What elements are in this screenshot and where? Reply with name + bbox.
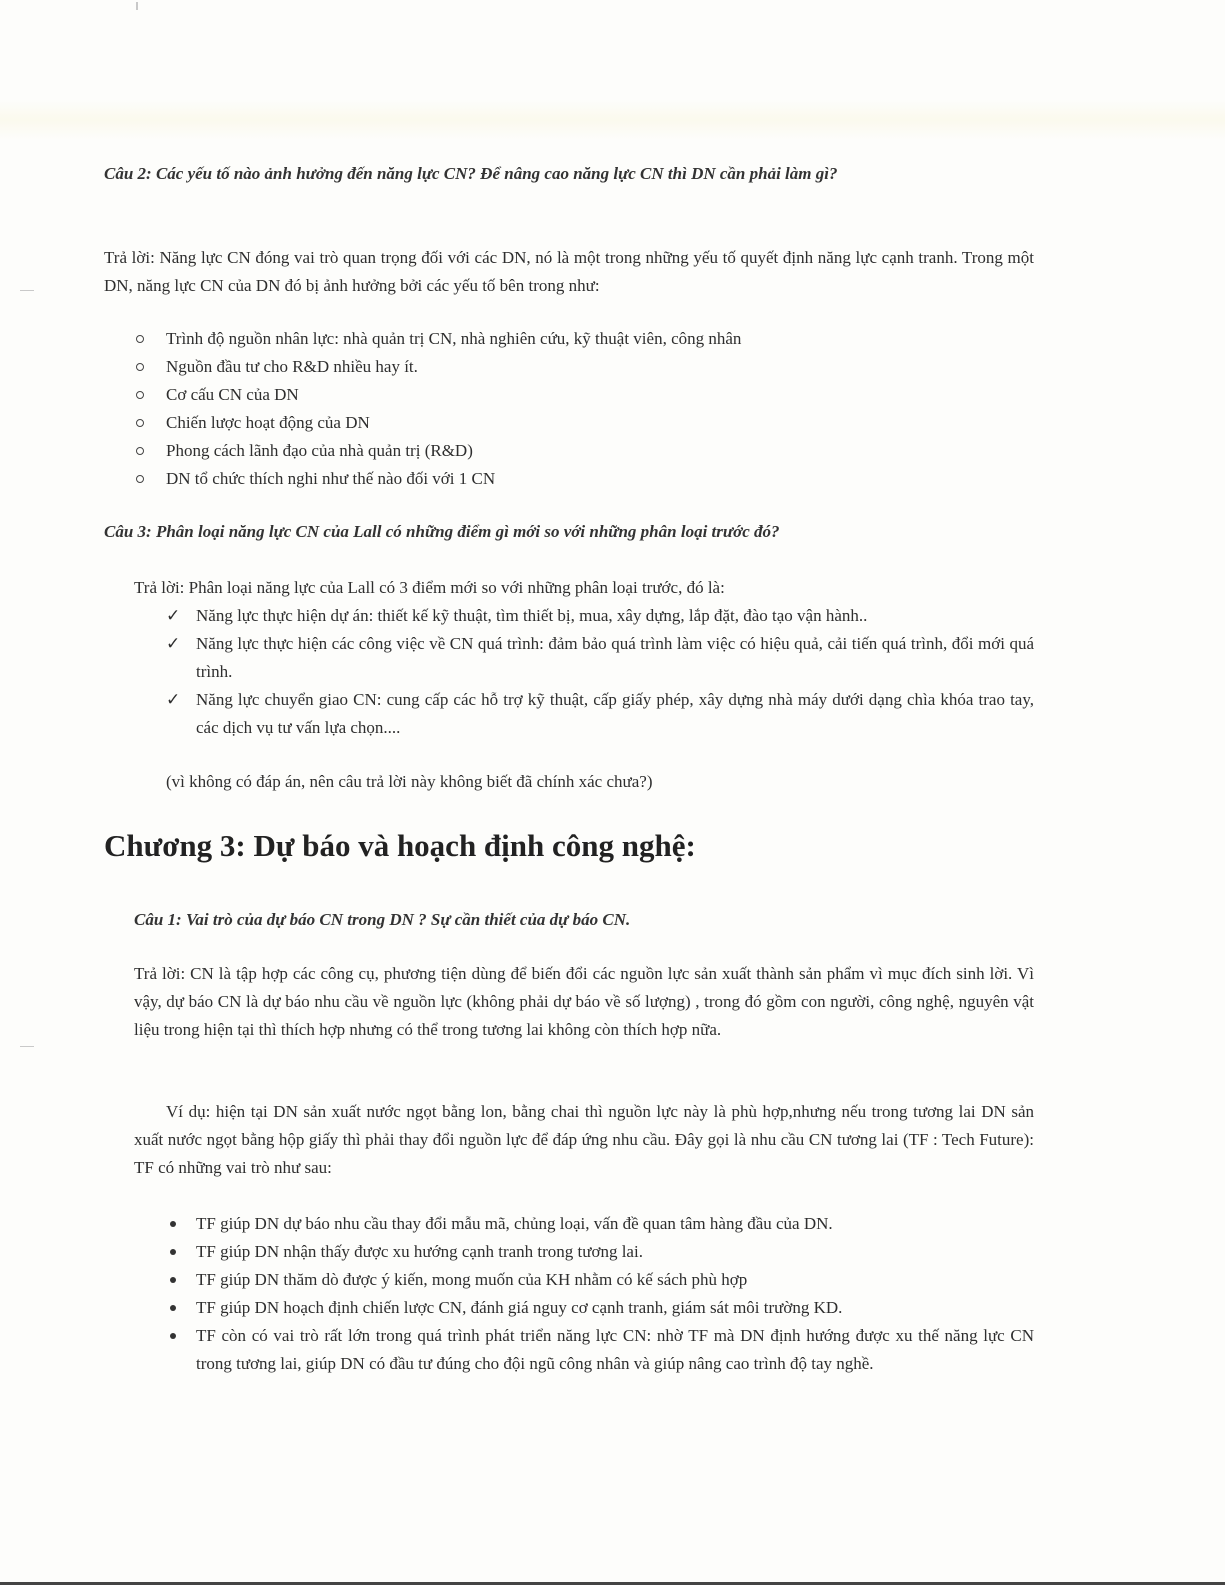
scan-tint — [0, 100, 1225, 140]
chapter-3-question-1-title: Câu 1: Vai trò của dự báo CN trong DN ? Sự cần thiết của dự báo CN. — [134, 910, 631, 929]
bullet-icon — [170, 1277, 176, 1283]
scan-edge-mark — [20, 1046, 34, 1047]
chapter-3-example: Ví dụ: hiện tại DN sản xuất nước ngọt bằng lon, bằng chai thì nguồn lực này là phù hợp,nhưng nếu trong tương lai DN sản xuất nước ngọt bằng hộp giấy thì phải thay đổi nguồn lực để đáp ứng nhu cầu. Đây gọi là nhu cầu CN tương lai (TF : Tech Future): TF có những vai trò như sau: — [134, 1102, 1034, 1177]
list-item: TF giúp DN nhận thấy được xu hướng cạnh tranh trong tương lai. — [164, 1238, 1034, 1266]
question-2-answer: Trả lời: Năng lực CN đóng vai trò quan trọng đối với các DN, nó là một trong những yếu tố quyết định năng lực cạnh tranh. Trong một DN, năng lực CN của DN đó bị ảnh hưởng bởi các yếu tố bên trong như: — [104, 248, 1034, 295]
list-item: Cơ cấu CN của DN — [134, 381, 1014, 409]
scan-edge-mark — [20, 290, 34, 291]
chapter-3-heading: Chương 3: Dự báo và hoạch định công nghệ: — [104, 828, 696, 863]
list-item: DN tổ chức thích nghi như thế nào đối với 1 CN — [134, 465, 1014, 493]
list-item: ✓ Năng lực chuyển giao CN: cung cấp các hỗ trợ kỹ thuật, cấp giấy phép, xây dựng nhà máy dưới dạng chìa khóa trao tay, các dịch vụ tư vấn lựa chọn.... — [166, 686, 1034, 742]
list-item: TF giúp DN thăm dò được ý kiến, mong muốn của KH nhằm có kế sách phù hợp — [164, 1266, 1034, 1294]
lall-points-list — [166, 602, 1034, 742]
tf-roles-list — [164, 1210, 1034, 1378]
checkmark-icon: ✓ — [166, 634, 181, 654]
circle-bullet-icon — [136, 475, 144, 483]
circle-bullet-icon — [136, 363, 144, 371]
circle-bullet-icon — [136, 447, 144, 455]
list-item: TF giúp DN dự báo nhu cầu thay đổi mẫu mã, chủng loại, vấn đề quan tâm hàng đầu của DN. — [164, 1210, 1034, 1238]
bullet-icon — [170, 1221, 176, 1227]
list-item: ✓ Năng lực thực hiện các công việc về CN quá trình: đảm bảo quá trình làm việc có hiệu quả, cải tiến quá trình, đổi mới quá trình. — [166, 630, 1034, 686]
list-item: TF còn có vai trò rất lớn trong quá trình phát triển năng lực CN: nhờ TF mà DN định hướng được xu thế năng lực CN trong tương lai, giúp DN có đầu tư đúng cho đội ngũ công nhân và giúp nâng cao trình độ tay nghề. — [164, 1322, 1034, 1378]
question-3-note: (vì không có đáp án, nên câu trả lời này không biết đã chính xác chưa?) — [166, 772, 653, 791]
list-item: ✓ Năng lực thực hiện dự án: thiết kế kỹ thuật, tìm thiết bị, mua, xây dựng, lắp đặt, đào tạo vận hành.. — [166, 602, 1034, 630]
question-2-title: Câu 2: Các yếu tố nào ảnh hưởng đến năng lực CN? Để nâng cao năng lực CN thì DN cần phải làm gì? — [104, 164, 838, 183]
circle-bullet-icon — [136, 335, 144, 343]
bullet-icon — [170, 1305, 176, 1311]
circle-bullet-icon — [136, 419, 144, 427]
checkmark-icon: ✓ — [166, 690, 181, 710]
list-item: Chiến lược hoạt động của DN — [134, 409, 1014, 437]
list-item: Phong cách lãnh đạo của nhà quản trị (R&D) — [134, 437, 1014, 465]
list-item: TF giúp DN hoạch định chiến lược CN, đánh giá nguy cơ cạnh tranh, giám sát môi trường KD. — [164, 1294, 1034, 1322]
list-item: Nguồn đầu tư cho R&D nhiều hay ít. — [134, 353, 1014, 381]
circle-bullet-icon — [136, 391, 144, 399]
bullet-icon — [170, 1333, 176, 1339]
factor-list — [134, 325, 1014, 493]
chapter-3-question-1-answer: Trả lời: CN là tập hợp các công cụ, phương tiện dùng để biến đổi các nguồn lực sản xuất thành sản phẩm vì mục đích sinh lời. Vì vậy, dự báo CN là dự báo nhu cầu về nguồn lực (không phải dự báo về số lượng) , trong đó gồm con người, công nghệ, nguyên vật liệu trong hiện tại thì thích hợp nhưng có thể trong tương lai không còn thích hợp nữa. — [134, 964, 1034, 1039]
list-item: Trình độ nguồn nhân lực: nhà quản trị CN, nhà nghiên cứu, kỹ thuật viên, công nhân — [134, 325, 1014, 353]
scan-edge-mark — [136, 2, 138, 10]
question-3-answer: Trả lời: Phân loại năng lực của Lall có 3 điểm mới so với những phân loại trước, đó là: — [134, 578, 725, 597]
checkmark-icon: ✓ — [166, 606, 181, 626]
bullet-icon — [170, 1249, 176, 1255]
question-3-title: Câu 3: Phân loại năng lực CN của Lall có những điểm gì mới so với những phân loại trước đó? — [104, 522, 780, 541]
